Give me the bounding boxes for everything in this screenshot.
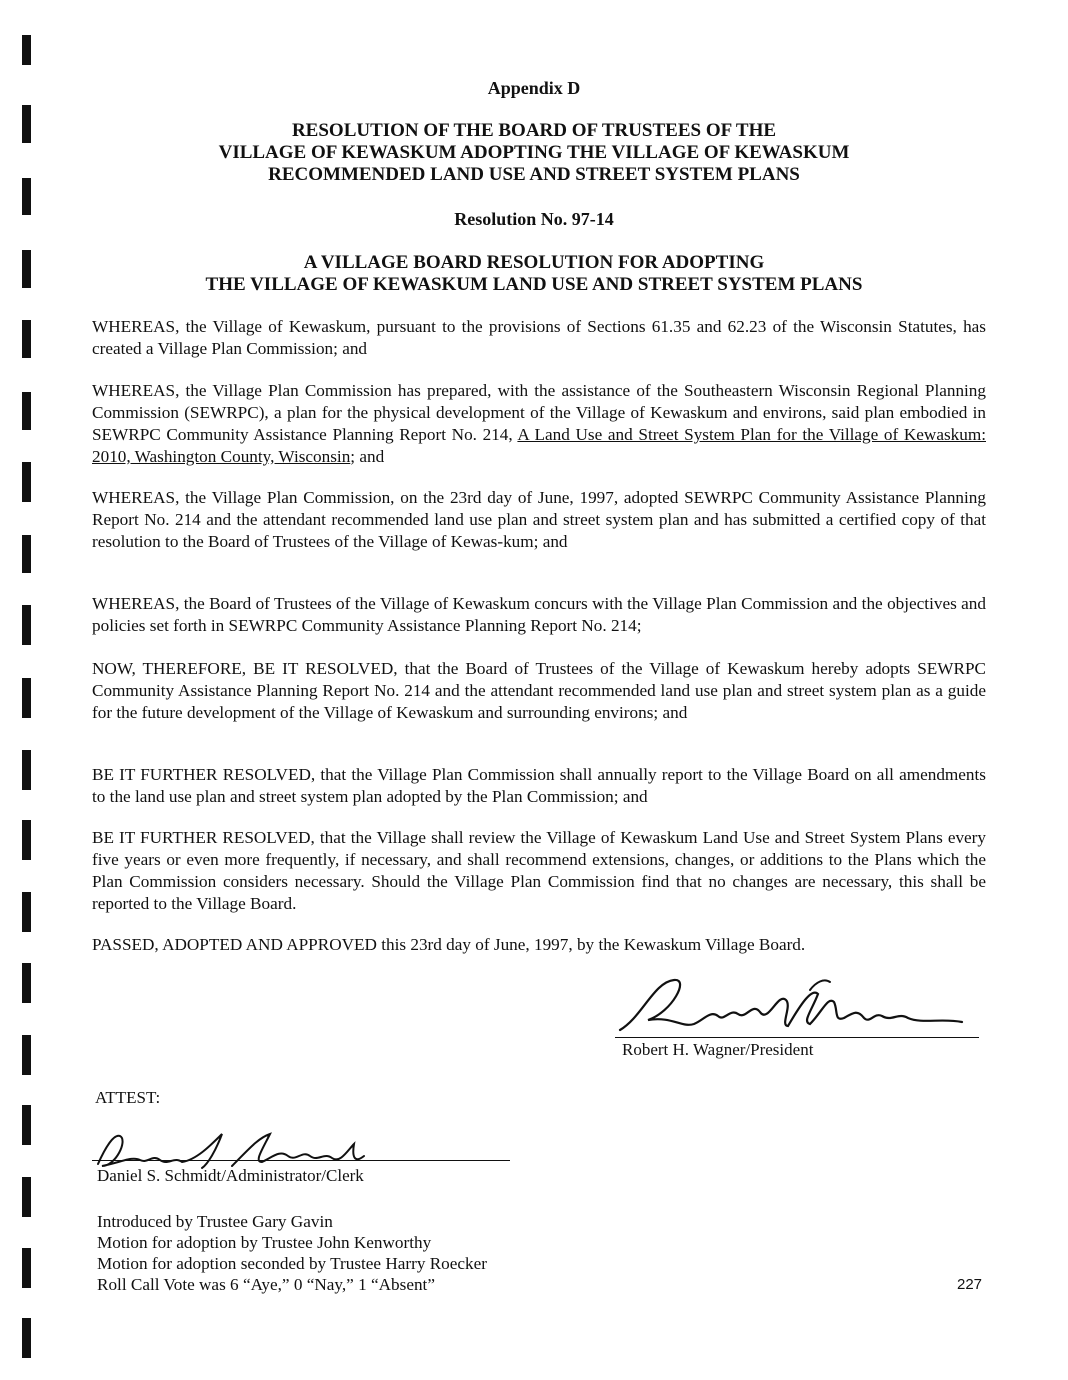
president-signature: [612, 972, 982, 1042]
signature-lettering: Robert H Wagner: [612, 972, 620, 973]
paragraph-whereas-1: WHEREAS, the Village of Kewaskum, pursuant to the provisions of Sections 61.35 and 62.23 of the Wisconsin Statutes, has created a Village Plan Commission; and: [92, 317, 986, 358]
subtitle-line: A VILLAGE BOARD RESOLUTION FOR ADOPTING: [303, 252, 765, 273]
edge-mark: [22, 462, 31, 502]
page-number: 227: [957, 1276, 983, 1293]
motion-seconded-by: Motion for adoption seconded by Trustee Harry Roecker: [97, 1254, 487, 1273]
paragraph-whereas-3: WHEREAS, the Village Plan Commission, on the 23rd day of June, 1997, adopted SEWRPC Community Assistance Planning Report No. 214 and the attendant recommended land use plan and street system plan and has submitted a certified copy of that resolution to the Board of Trustees of the Village of Kewas-kum; and: [92, 488, 986, 551]
paragraph-further-resolved-2: BE IT FURTHER RESOLVED, that the Village shall review the Village of Kewaskum Land Use and Street System Plans every five years or even more frequently, if necessary, and shall recommend extensions, changes, or additions to the Plans which the Plan Commission considers necessary. Should the Village Plan Commission find that no changes are necessary, this shall be reported to the Village Board.: [92, 828, 986, 913]
subtitle-line: THE VILLAGE OF KEWASKUM LAND USE AND STREET SYSTEM PLANS: [205, 274, 863, 295]
paragraph-passed: PASSED, ADOPTED AND APPROVED this 23rd day of June, 1997, by the Kewaskum Village Board.: [92, 935, 806, 954]
title-line: RESOLUTION OF THE BOARD OF TRUSTEES OF THE: [291, 120, 777, 141]
paragraph-text: ; and: [350, 447, 385, 466]
signature-lettering: Daniel S Schmidt: [92, 1126, 100, 1127]
paragraph-resolved: NOW, THEREFORE, BE IT RESOLVED, that the Board of Trustees of the Village of Kewaskum hereby adopts SEWRPC Community Assistance Planning Report No. 214 and the attendant recommended land use plan and street system plan as a guide for the future development of the Village of Kewaskum and surrounding environs; and: [92, 659, 986, 722]
resolution-subtitle: [0, 252, 1068, 296]
edge-mark: [22, 35, 31, 65]
paragraph-whereas-4: WHEREAS, the Board of Trustees of the Village of Kewaskum concurs with the Village Plan Commission and the objectives and policies set forth in SEWRPC Community Assistance Planning Report No. 214;: [92, 594, 986, 635]
edge-mark: [22, 320, 31, 358]
resolution-number: Resolution No. 97-14: [454, 209, 614, 229]
president-signature-line: [615, 1037, 979, 1038]
clerk-signature-line: [92, 1160, 510, 1161]
attest-label: ATTEST:: [95, 1088, 161, 1107]
motion-by: Motion for adoption by Trustee John Kenworthy: [97, 1233, 432, 1252]
title-line: RECOMMENDED LAND USE AND STREET SYSTEM PLANS: [268, 164, 800, 185]
edge-mark: [22, 535, 31, 573]
edge-mark: [22, 1177, 31, 1217]
paragraph-text: WHEREAS, the Village Plan Commission has prepared, with the assistance of the Southeastern Wisconsin Regional Planning Commission (SEWRPC), a plan for the physical development of the Village of Kewaskum and environs, said plan embodied in SEWRPC Community Assistance Planning Report No. 214,: [92, 381, 986, 444]
edge-mark: [22, 678, 31, 718]
president-name: Robert H. Wagner/President: [622, 1040, 814, 1059]
edge-mark: [22, 750, 31, 790]
appendix-heading: Appendix D: [487, 78, 581, 98]
report-title: A Land Use and Street System Plan for the Village of Kewaskum: 2010, Washington County, Wisconsin: [92, 425, 986, 466]
edge-mark: [22, 605, 31, 645]
clerk-name: Daniel S. Schmidt/Administrator/Clerk: [97, 1166, 364, 1185]
edge-mark: [22, 1318, 31, 1358]
introduced-by: Introduced by Trustee Gary Gavin: [97, 1212, 333, 1231]
resolution-title: [0, 120, 1068, 186]
edge-mark: [22, 1035, 31, 1075]
edge-mark: [22, 1105, 31, 1145]
roll-call-vote: Roll Call Vote was 6 “Aye,” 0 “Nay,” 1 “Absent”: [97, 1275, 435, 1294]
edge-mark: [22, 892, 31, 932]
edge-mark: [22, 392, 31, 430]
paragraph-further-resolved-1: BE IT FURTHER RESOLVED, that the Village Plan Commission shall annually report to the Village Board on all amendments to the land use plan and street system plan adopted by the Plan Commission; and: [92, 765, 986, 806]
edge-mark: [22, 820, 31, 860]
paragraph-whereas-2: [92, 380, 986, 468]
edge-mark: [22, 1248, 31, 1288]
title-line: VILLAGE OF KEWASKUM ADOPTING THE VILLAGE OF KEWASKUM: [218, 142, 850, 163]
edge-mark: [22, 963, 31, 1003]
